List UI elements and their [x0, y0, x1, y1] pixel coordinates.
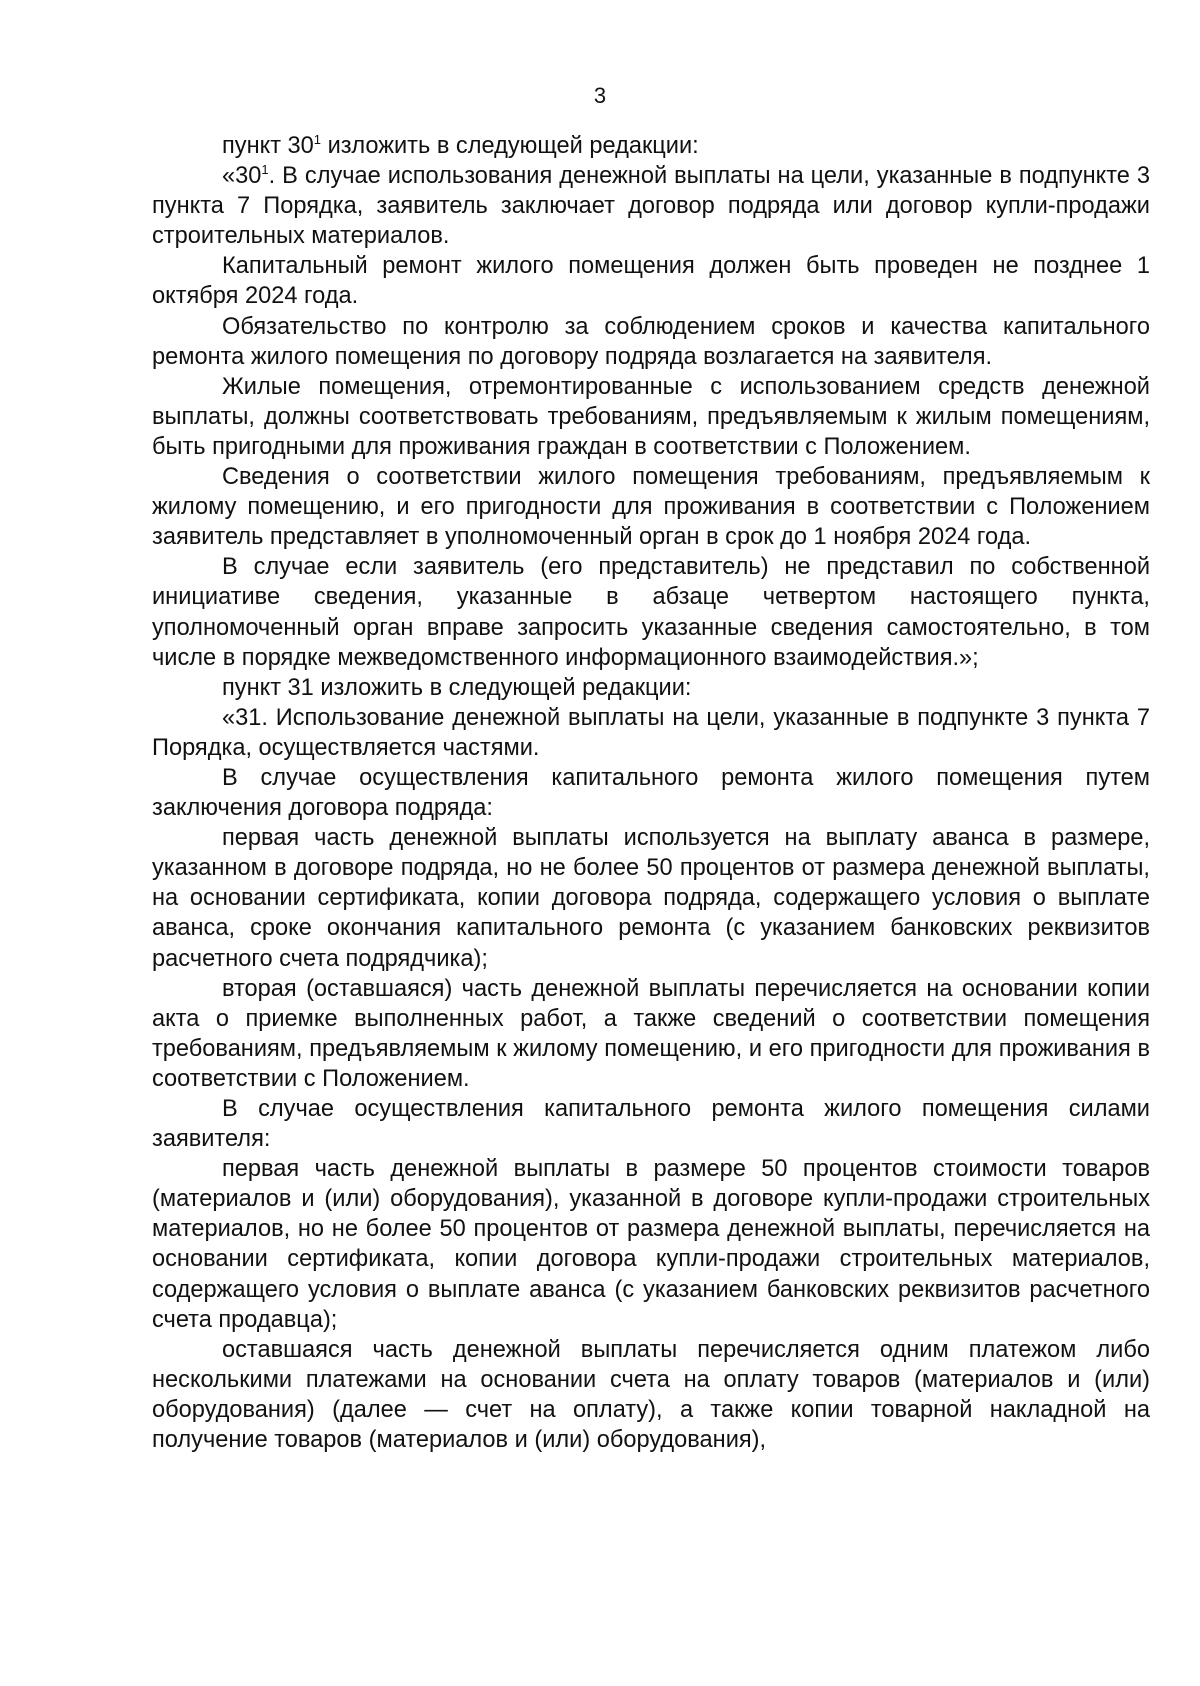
paragraph: пункт 31 изложить в следующей редакции: [222, 674, 692, 701]
paragraph: В случае осуществления капитального ремонта жилого помещения силами заявителя: [152, 1096, 1150, 1153]
paragraph: первая часть денежной выплаты используется на выплату аванса в размере, указанном в договоре подряда, но не более 50 процентов от размера денежной выплаты, на основании сертификата, копии договора подряда, содержащего условия о выплате аванса, сроке окончания капитального ремонта (с указанием банковских реквизитов расчетного счета подрядчика); [152, 825, 1150, 972]
paragraph: пункт $30^1$ изложить в следующей редакции: [222, 132, 699, 159]
paragraph: оставшаяся часть денежной выплаты перечисляется одним платежом либо несколькими платежами на основании счета на оплату товаров (материалов и (или) оборудования) (далее — счет на оплату), а также копии товарной накладной на получение товаров (материалов и (или) оборудования), [152, 1336, 1150, 1454]
paragraph: «$30^1$. В случае использования денежной выплаты на цели, указанные в подпункте 3 пункта 7 Порядка, заявитель заключает договор подряда или договор купли-продажи строительных материалов. [152, 162, 1150, 250]
paragraph: первая часть денежной выплаты в размере 50 процентов стоимости товаров (материалов и (или) оборудования), указанной в договоре купли-продажи строительных материалов, но не более 50 процентов от размера денежной выплаты, перечисляется на основании сертификата, копии договора купли-продажи строительных материалов, содержащего условия о выплате аванса (с указанием банковских реквизитов расчетного счета продавца); [152, 1156, 1150, 1333]
paragraph: Жилые помещения, отремонтированные с использованием средств денежной выплаты, должны соответствовать требованиям, предъявляемым к жилым помещениям, быть пригодными для проживания граждан в соответствии с Положением. [152, 373, 1150, 460]
paragraph: «31. Использование денежной выплаты на цели, указанные в подпункте 3 пункта 7 Порядка, осуществляется частями. [152, 704, 1150, 761]
superscript: 1 [313, 132, 322, 148]
paragraph: вторая (оставшаяся) часть денежной выплаты перечисляется на основании копии акта о приемке выполненных работ, а также сведений о соответствии помещения требованиям, предъявляемым к жилому помещению, и его пригодности для проживания в соответствии с Положением. [152, 975, 1150, 1092]
document-body [152, 131, 1150, 1455]
paragraph: В случае если заявитель (его представитель) не представил по собственной инициативе сведения, указанные в абзаце четвертом настоящего пункта, уполномоченный орган вправе запросить указанные сведения самостоятельно, в том числе в порядке межведомственного информационного взаимодействия.»; [152, 554, 1150, 671]
paragraph: В случае осуществления капитального ремонта жилого помещения путем заключения договора подряда: [152, 764, 1150, 822]
superscript: 1 [261, 162, 269, 178]
paragraph: Капитальный ремонт жилого помещения должен быть проведен не позднее 1 октября 2024 года. [152, 253, 1150, 310]
paragraph: Обязательство по контролю за соблюдением сроков и качества капитального ремонта жилого помещения по договору подряда возлагается на заявителя. [152, 313, 1150, 370]
page-number: 3 [593, 83, 607, 108]
paragraph: Сведения о соответствии жилого помещения требованиям, предъявляемым к жилому помещению, и его пригодности для проживания в соответствии с Положением заявитель представляет в уполномоченный орган в срок до 1 ноября 2024 года. [152, 464, 1150, 551]
